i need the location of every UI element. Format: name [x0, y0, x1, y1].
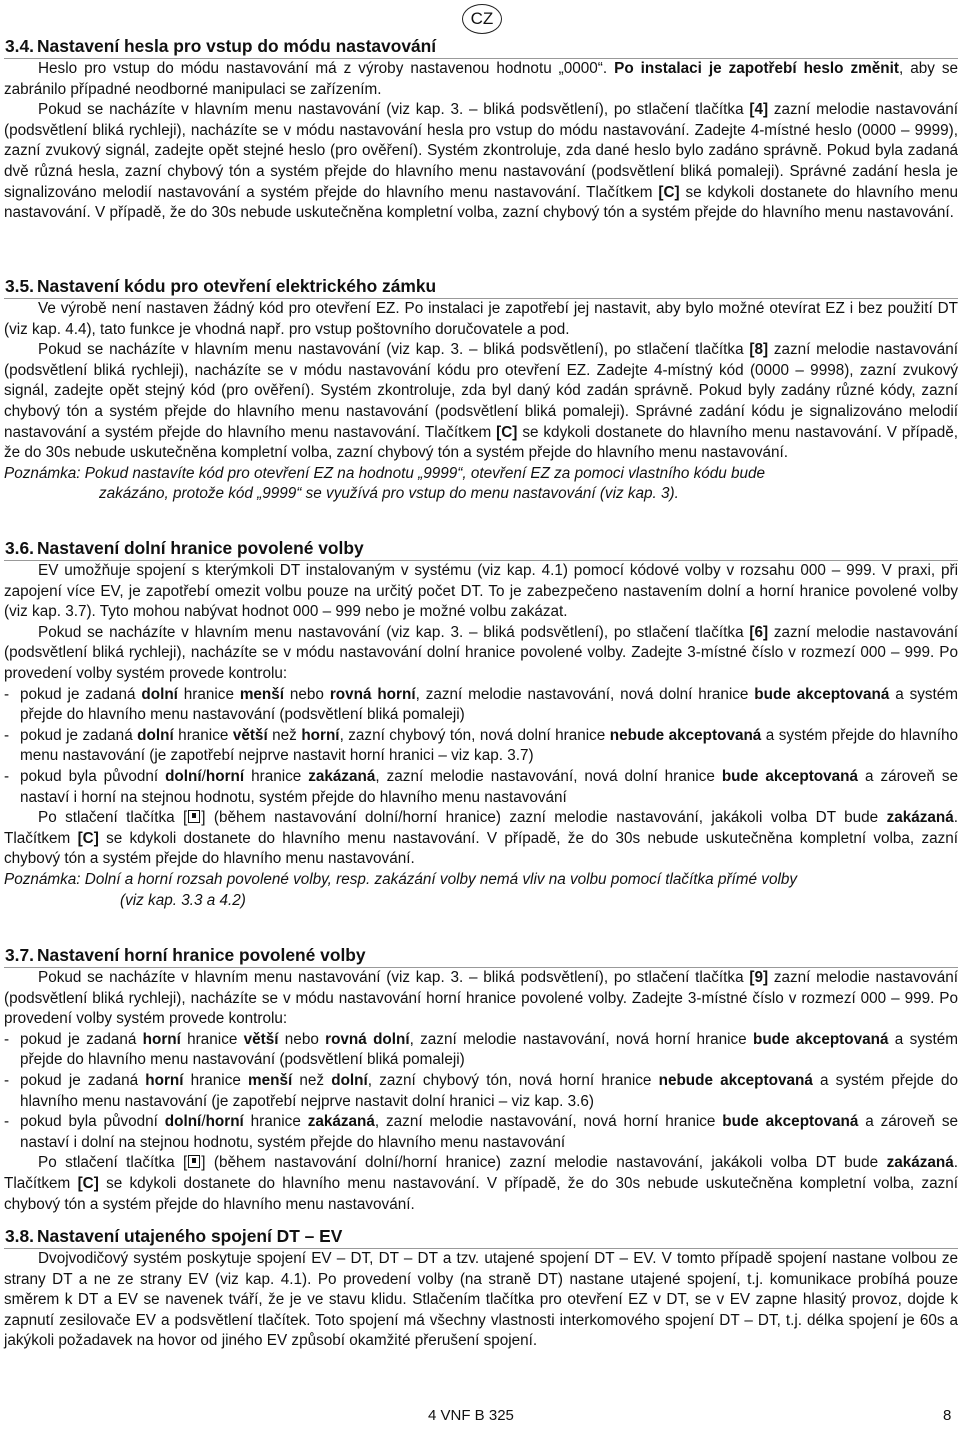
- bell-key-icon: [188, 810, 200, 823]
- section-3-6-body: [4, 561, 958, 911]
- section-number: 3.4.: [5, 36, 35, 56]
- section-3-5-body: [4, 299, 958, 505]
- section-heading-3-6: 3.6. Nastavení dolní hranice povolené volby: [5, 538, 364, 558]
- section-title: Nastavení hesla pro vstup do módu nastavování: [37, 36, 437, 56]
- note: Poznámka: Pokud nastavíte kód pro otevření EZ na hodnotu „9999“, otevření EZ za pomoci vlastního kódu bude zakázáno, protože kód „9999“ se využívá pro vstup do menu nastavování (viz kap. 3).: [4, 464, 766, 503]
- condition-list: [4, 1030, 958, 1154]
- bell-key-icon: [188, 1155, 200, 1168]
- language-badge: CZ: [462, 4, 502, 34]
- paragraph: Pokud se nacházíte v hlavním menu nastavování (viz kap. 3. – bliká podsvětlení), po stlačení tlačítka [6] zazní melodie nastavování (podsvětlení bliká rychleji), nacházíte se v módu nastavování dolní hranice povolené volby. Zadejte 3-místné číslo v rozmezí 000 – 999. Po provedení volby systém provede kontrolu:: [4, 623, 958, 682]
- paragraph: Ve výrobě není nastaven žádný kód pro otevření EZ. Po instalaci je zapotřebí jej nastavit, aby bylo možné otevírat EZ i bez použití DT (viz kap. 4.4), tato funkce je vhodná např. pro vstup poštovního doručovatele a pod.: [4, 300, 958, 338]
- paragraph: Po stlačení tlačítka [ ] (během nastavování dolní/horní hranice) zazní melodie nastavování, jakákoli volba DT bude zakázaná. Tlačítkem [C] se kdykoli dostanete do hlavního menu nastavování. V případě, že do 30s nebude uskutečněna kompletní volba, zazní chybový tón a systém přejde do hlavního menu nastavování.: [4, 809, 959, 868]
- list-item: - pokud je zadaná horní hranice menší než dolní, zazní chybový tón, nová horní hranice nebude akceptovaná a systém přejde do hlavního menu nastavování (je zapotřebí nejprve nastavit dolní hranici – viz kap. 3.6): [4, 1071, 958, 1110]
- section-heading-3-8: 3.8. Nastavení utajeného spojení DT – EV: [5, 1226, 343, 1246]
- footer-page-number: 8: [943, 1407, 952, 1424]
- footer-doc-id: 4 VNF B 325: [428, 1407, 514, 1424]
- section-3-7-body: [4, 968, 958, 1215]
- list-item: - pokud byla původní dolní/horní hranice zakázaná, zazní melodie nastavování, nová dolní hranice bude akceptovaná a zároveň se nastaví i horní na stejnou hodnotu, systém přejde do hlavního menu nastavování: [4, 767, 958, 806]
- list-item: - pokud byla původní dolní/horní hranice zakázaná, zazní melodie nastavování, nová horní hranice bude akceptovaná a zároveň se nastaví i dolní na stejnou hodnotu, systém přejde do hlavního menu nastavování: [4, 1113, 959, 1151]
- section-heading-3-5: 3.5. Nastavení kódu pro otevření elektrického zámku: [5, 276, 437, 296]
- list-item: - pokud je zadaná horní hranice větší nebo rovná dolní, zazní melodie nastavování, nová horní hranice bude akceptovaná a systém přejde do hlavního menu nastavování (podsvětlení bliká pomaleji): [4, 1030, 959, 1069]
- section-heading-3-4: [5, 36, 436, 57]
- paragraph: Pokud se nacházíte v hlavním menu nastavování (viz kap. 3. – bliká podsvětlení), po stlačení tlačítka [4] zazní melodie nastavování (podsvětlení bliká rychleji), nacházíte se v módu nastavování hesla pro vstup do módu nastavování. Zadejte 4-místné heslo (0000 – 9999), zazní zvukový signál, zadejte opět stejné heslo (pro ověření). Systém zkontroluje, zda dané heslo bylo zadáno správně. Pokud byla zadaná dvě různá hesla, zazní chybový tón a systém přejde do hlavního menu nastavování (podsvětlení bliká pomaleji). Správné zadání hesla je signalizováno melodií nastavování a systém přejde do hlavního menu nastavování. Tlačítkem [C] se kdykoli dostanete do hlavního menu nastavování. V případě, že do 30s nebude uskutečněna kompletní volba, zazní chybový tón a systém přejde do hlavního menu nastavování.: [4, 101, 958, 222]
- paragraph: Pokud se nacházíte v hlavním menu nastavování (viz kap. 3. – bliká podsvětlení), po stlačení tlačítka [9] zazní melodie nastavování (podsvětlení bliká rychleji), nacházíte se v módu nastavování horní hranice povolené volby. Zadejte 3-místné číslo v rozmezí 000 – 999. Po provedení volby systém provede kontrolu:: [4, 969, 958, 1028]
- section-3-8-body: [4, 1249, 958, 1352]
- section-heading-3-7: 3.7. Nastavení horní hranice povolené volby: [5, 945, 366, 965]
- list-item: - pokud je zadaná dolní hranice menší nebo rovná horní, zazní melodie nastavování, nová dolní hranice bude akceptovaná a systém přejde do hlavního menu nastavování (podsvětlení bliká pomaleji): [4, 685, 959, 724]
- paragraph: Pokud se nacházíte v hlavním menu nastavování (viz kap. 3. – bliká podsvětlení), po stlačení tlačítka [8] zazní melodie nastavování (podsvětlení bliká rychleji), nacházíte se v módu nastavování kódu pro otevření EZ. Zadejte 4-místný kód (0000 – 9998), zazní zvukový signál, zadejte opět stejný kód (pro ověření). Systém zkontroluje, zda byl daný kód zadán správně. Pokud byly zadány různé kódy, zazní chybový tón a systém přejde do hlavního menu nastavování (podsvětlení bliká pomaleji). Správné zadání kódu je signalizováno melodií nastavování a systém přejde do hlavního menu nastavování. Tlačítkem [C] se kdykoli dostanete do hlavního menu nastavování. V případě, že do 30s nebude uskutečněna kompletní volba, zazní chybový tón a systém přejde do hlavního menu nastavování.: [4, 341, 959, 462]
- paragraph: Dvojvodičový systém poskytuje spojení EV – DT, DT – DT a tzv. utajené spojení DT – EV. V tomto případě spojení nastane volbou ze strany DT a ne ze strany EV (viz kap. 4.1). Po provedení volby (na straně DT) nastane utajené spojení, t.j. komunikace probíhá pouze směrem k DT a EV se navenek tváří, že je ve stavu klidu. Stlačením tlačítka pro otevření EZ v DT, se v EV zapne hlasitý provoz, dojde k zapnutí zesilovače EV a podsvětlení tlačítek. Toto spojení má všechny vlastnosti interkomového spojení DT – DT, t.j. délka spojení je 60s a jakýkoli požadavek na hovor od jiného EV způsobí okamžité přerušení spojení.: [4, 1250, 958, 1350]
- paragraph: Heslo pro vstup do módu nastavování má z výroby nastavenou hodnotu „0000“. Po instalaci je zapotřebí heslo změnit, aby se zabránilo případné neodborné manipulaci se zařízením.: [4, 60, 958, 98]
- section-3-4-body: [4, 59, 958, 224]
- condition-list: [4, 685, 958, 809]
- paragraph: Po stlačení tlačítka [ ] (během nastavování dolní/horní hranice) zazní melodie nastavování, jakákoli volba DT bude zakázaná. Tlačítkem [C] se kdykoli dostanete do hlavního menu nastavování. V případě, že do 30s nebude uskutečněna kompletní volba, zazní chybový tón a systém přejde do hlavního menu nastavování.: [4, 1154, 959, 1213]
- list-item: - pokud je zadaná dolní hranice větší než horní, zazní chybový tón, nová dolní hranice nebude akceptovaná a systém přejde do hlavního menu nastavování (je zapotřebí nejprve nastavit horní hranici – viz kap. 3.7): [4, 726, 958, 765]
- note: Poznámka: Dolní a horní rozsah povolené volby, resp. zakázání volby nemá vliv na volbu pomocí tlačítka přímé volby (viz kap. 3.3 a 4.2): [4, 870, 798, 909]
- paragraph: EV umožňuje spojení s kterýmkoli DT instalovaným v systému (viz kap. 4.1) pomocí kódové volby v rozsahu 000 – 999. V praxi, při zapojení více EV, je zapotřebí omezit volbu pouze na určitý počet DT. To je zabezpečeno nastavením dolní a horní hranice povolené volby (viz kap. 3.7). Tyto mohou nabývat hodnot 000 – 999 nebo je možné volbu zakázat.: [4, 562, 958, 621]
